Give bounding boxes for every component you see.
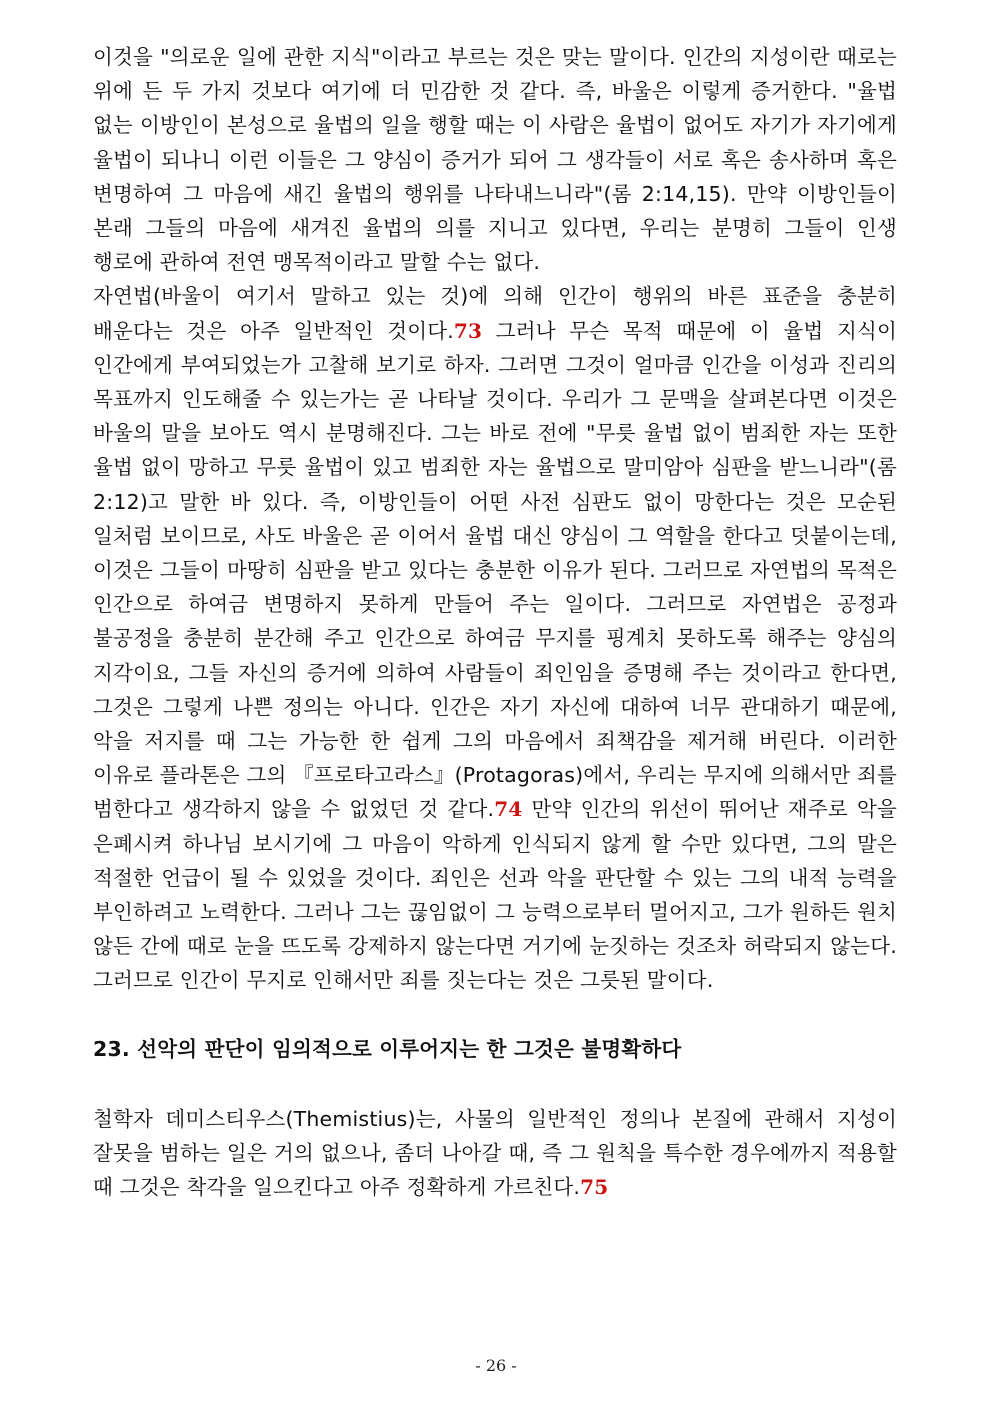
footnote-ref-75[interactable]: 75 <box>580 1175 609 1200</box>
paragraph-3 <box>93 1102 897 1205</box>
paragraph-2 <box>93 279 897 997</box>
paragraph-1-text: 이것을 "의로운 일에 관한 지식"이라고 부르는 것은 맞는 말이다. 인간의 지성이란 때로는 위에 든 두 가지 것보다 여기에 더 민감한 것 같다. 즉, 바울은 이렇게 증거한다. "율법 없는 이방인이 본성으로 율법의 일을 행할 때는 이 사람은 율법이 없어도 자기가 자기에게 율법이 되나니 이런 이들은 그 양심이 증거가 되어 그 생각들이 서로 혹은 송사하며 혹은 변명하여 그 마음에 새긴 율법의 행위를 나타내느니라"(롬 2:14,15). 만약 이방인들이 본래 그들의 마음에 새겨진 율법의 의를 지니고 있다면, 우리는 분명히 그들이 인생 행로에 관하여 전연 맹목적이라고 말할 수는 없다. <box>93 45 897 275</box>
page-body <box>93 40 897 1204</box>
paragraph-1 <box>93 40 897 279</box>
page-number: - 26 - <box>475 1356 517 1375</box>
paragraph-3-text: 철학자 데미스티우스(Themistius)는, 사물의 일반적인 정의나 본질에 관해서 지성이 잘못을 범하는 일은 거의 없으나, 좀더 나아갈 때, 즉 그 원칙을 특수한 경우에까지 적용할 때 그것은 착각을 일으킨다고 아주 정확하게 가르친다. <box>93 1106 897 1200</box>
paragraph-2-text-a: 자연법(바울이 여기서 말하고 있는 것)에 의해 인간이 행위의 바른 표준을 충분히 배운다는 것은 아주 일반적인 것이다. <box>93 284 897 343</box>
footnote-ref-73[interactable]: 73 <box>453 318 483 343</box>
paragraph-2-text-b: 그러나 무슨 목적 때문에 이 율법 지식이 인간에게 부여되었는가 고찰해 보기로 하자. 그러면 그것이 얼마큼 인간을 이성과 진리의 목표까지 인도해줄 수 있는가는 곧 나타날 것이다. 우리가 그 문맥을 살펴본다면 이것은 바울의 말을 보아도 역시 분명해진다. 그는 바로 전에 "무릇 율법 없이 범죄한 자는 또한 율법 없이 망하고 무릇 율법이 있고 범죄한 자는 율법으로 말미암아 심판을 받느니라"(롬 2:12)고 말한 바 있다. 즉, 이방인들이 어떤 사전 심판도 없이 망한다는 것은 모순된 일처럼 보이므로, 사도 바울은 곧 이어서 율법 대신 양심이 그 역할을 한다고 덧붙이는데, 이것은 그들이 마땅히 심판을 받고 있다는 충분한 이유가 된다. 그러므로 자연법의 목적은 인간으로 하여금 변명하지 못하게 만들어 주는 일이다. 그러므로 자연법은 공정과 불공정을 충분히 분간해 주고 인간으로 하여금 무지를 핑계치 못하도록 해주는 양심의 지각이요, 그들 자신의 증거에 의하여 사람들이 죄인임을 증명해 주는 것이라고 한다면, 그것은 그렇게 나쁜 정의는 아니다. 인간은 자기 자신에 대하여 너무 관대하기 때문에, 악을 저지를 때 그는 가능한 한 쉽게 그의 마음에서 죄책감을 제거해 버린다. 이러한 이유로 플라톤은 그의 『프로타고라스』(Protagoras)에서, 우리는 무지에 의해서만 죄를 범한다고 생각하지 않을 수 없었던 것 같다. <box>93 318 897 822</box>
paragraph-2-text-c: 만약 인간의 위선이 뛰어난 재주로 악을 은폐시켜 하나님 보시기에 그 마음이 악하게 인식되지 않게 할 수만 있다면, 그의 말은 적절한 언급이 될 수 있었을 것이다. 죄인은 선과 악을 판단할 수 있는 그의 내적 능력을 부인하려고 노력한다. 그러나 그는 끊임없이 그 능력으로부터 멀어지고, 그가 원하든 원치 않든 간에 때로 눈을 뜨도록 강제하지 않는다면 거기에 눈짓하는 것조차 허락되지 않는다. 그러므로 인간이 무지로 인해서만 죄를 짓는다는 것은 그릇된 말이다. <box>93 797 897 993</box>
footnote-ref-74[interactable]: 74 <box>494 797 523 822</box>
section-heading: 23. 선악의 판단이 임의적으로 이루어지는 한 그것은 불명확하다 <box>93 1036 682 1061</box>
